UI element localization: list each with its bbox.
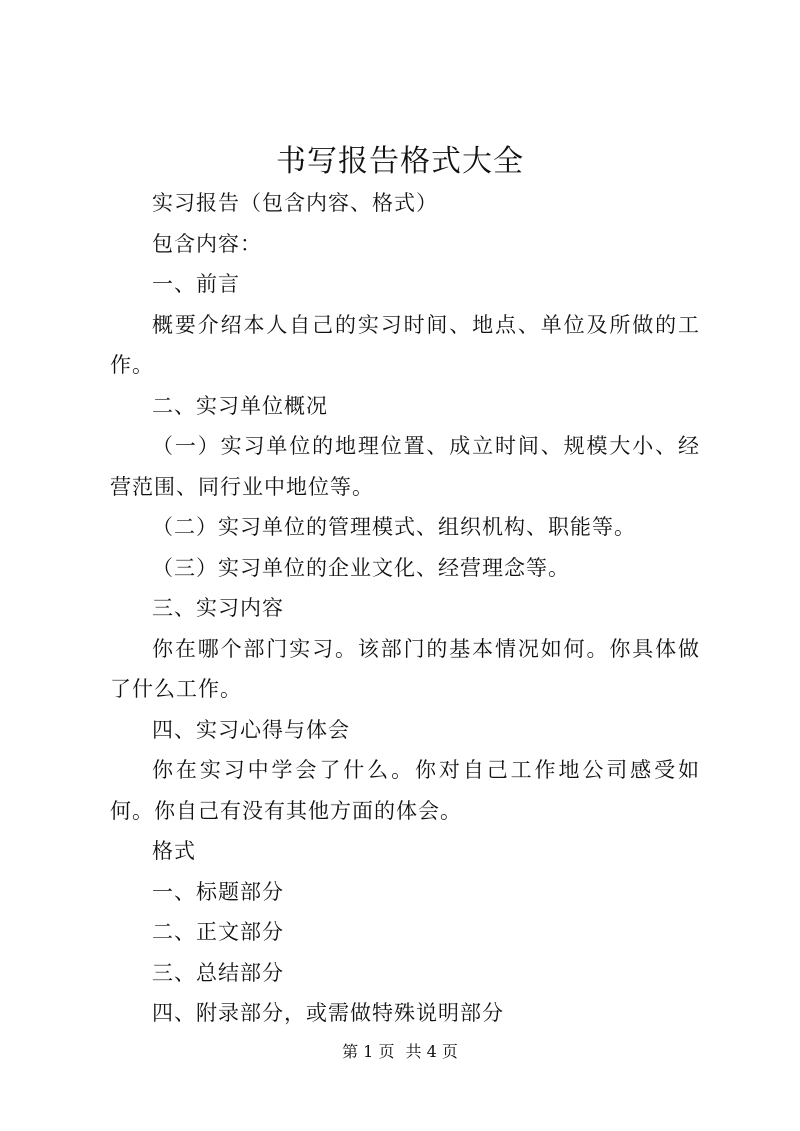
paragraph: 三、总结部分 (152, 960, 284, 985)
page-footer (0, 1042, 800, 1062)
paragraph: （三）实习单位的企业文化、经营理念等。 (152, 555, 570, 580)
paragraph: 你在哪个部门实习。该部门的基本情况如何。你具体做了什么工作。 (110, 636, 700, 701)
paragraph: （二）实习单位的管理模式、组织机构、职能等。 (152, 515, 636, 539)
document-title: 书写报告格式大全 (276, 144, 524, 179)
paragraph: 一、标题部分 (152, 879, 284, 904)
paragraph: 概要介绍本人自己的实习时间、地点、单位及所做的工作。 (110, 312, 700, 377)
paragraph: 你在实习中学会了什么。你对自己工作地公司感受如何。你自己有没有其他方面的体会。 (110, 758, 700, 823)
paragraph: 三、实习内容 (152, 596, 284, 620)
document-body (110, 183, 700, 1034)
paragraph: 格式 (152, 839, 196, 863)
paragraph: 四、实习心得与体会 (152, 717, 350, 742)
paragraph: 包含内容： (152, 231, 262, 256)
paragraph: 实习报告（包含内容、格式） (152, 191, 438, 215)
paragraph: 四、附录部分，或需做特殊说明部分 (152, 1001, 504, 1025)
page-total: 共 4 页 (405, 1042, 458, 1061)
paragraph: 一、前言 (152, 272, 240, 296)
paragraph: （一）实习单位的地理位置、成立时间、规模大小、经营范围、同行业中地位等。 (110, 434, 700, 499)
paragraph: 二、实习单位概况 (152, 393, 328, 418)
paragraph: 二、正文部分 (152, 920, 284, 944)
page-number: 第 1 页 (342, 1042, 395, 1061)
